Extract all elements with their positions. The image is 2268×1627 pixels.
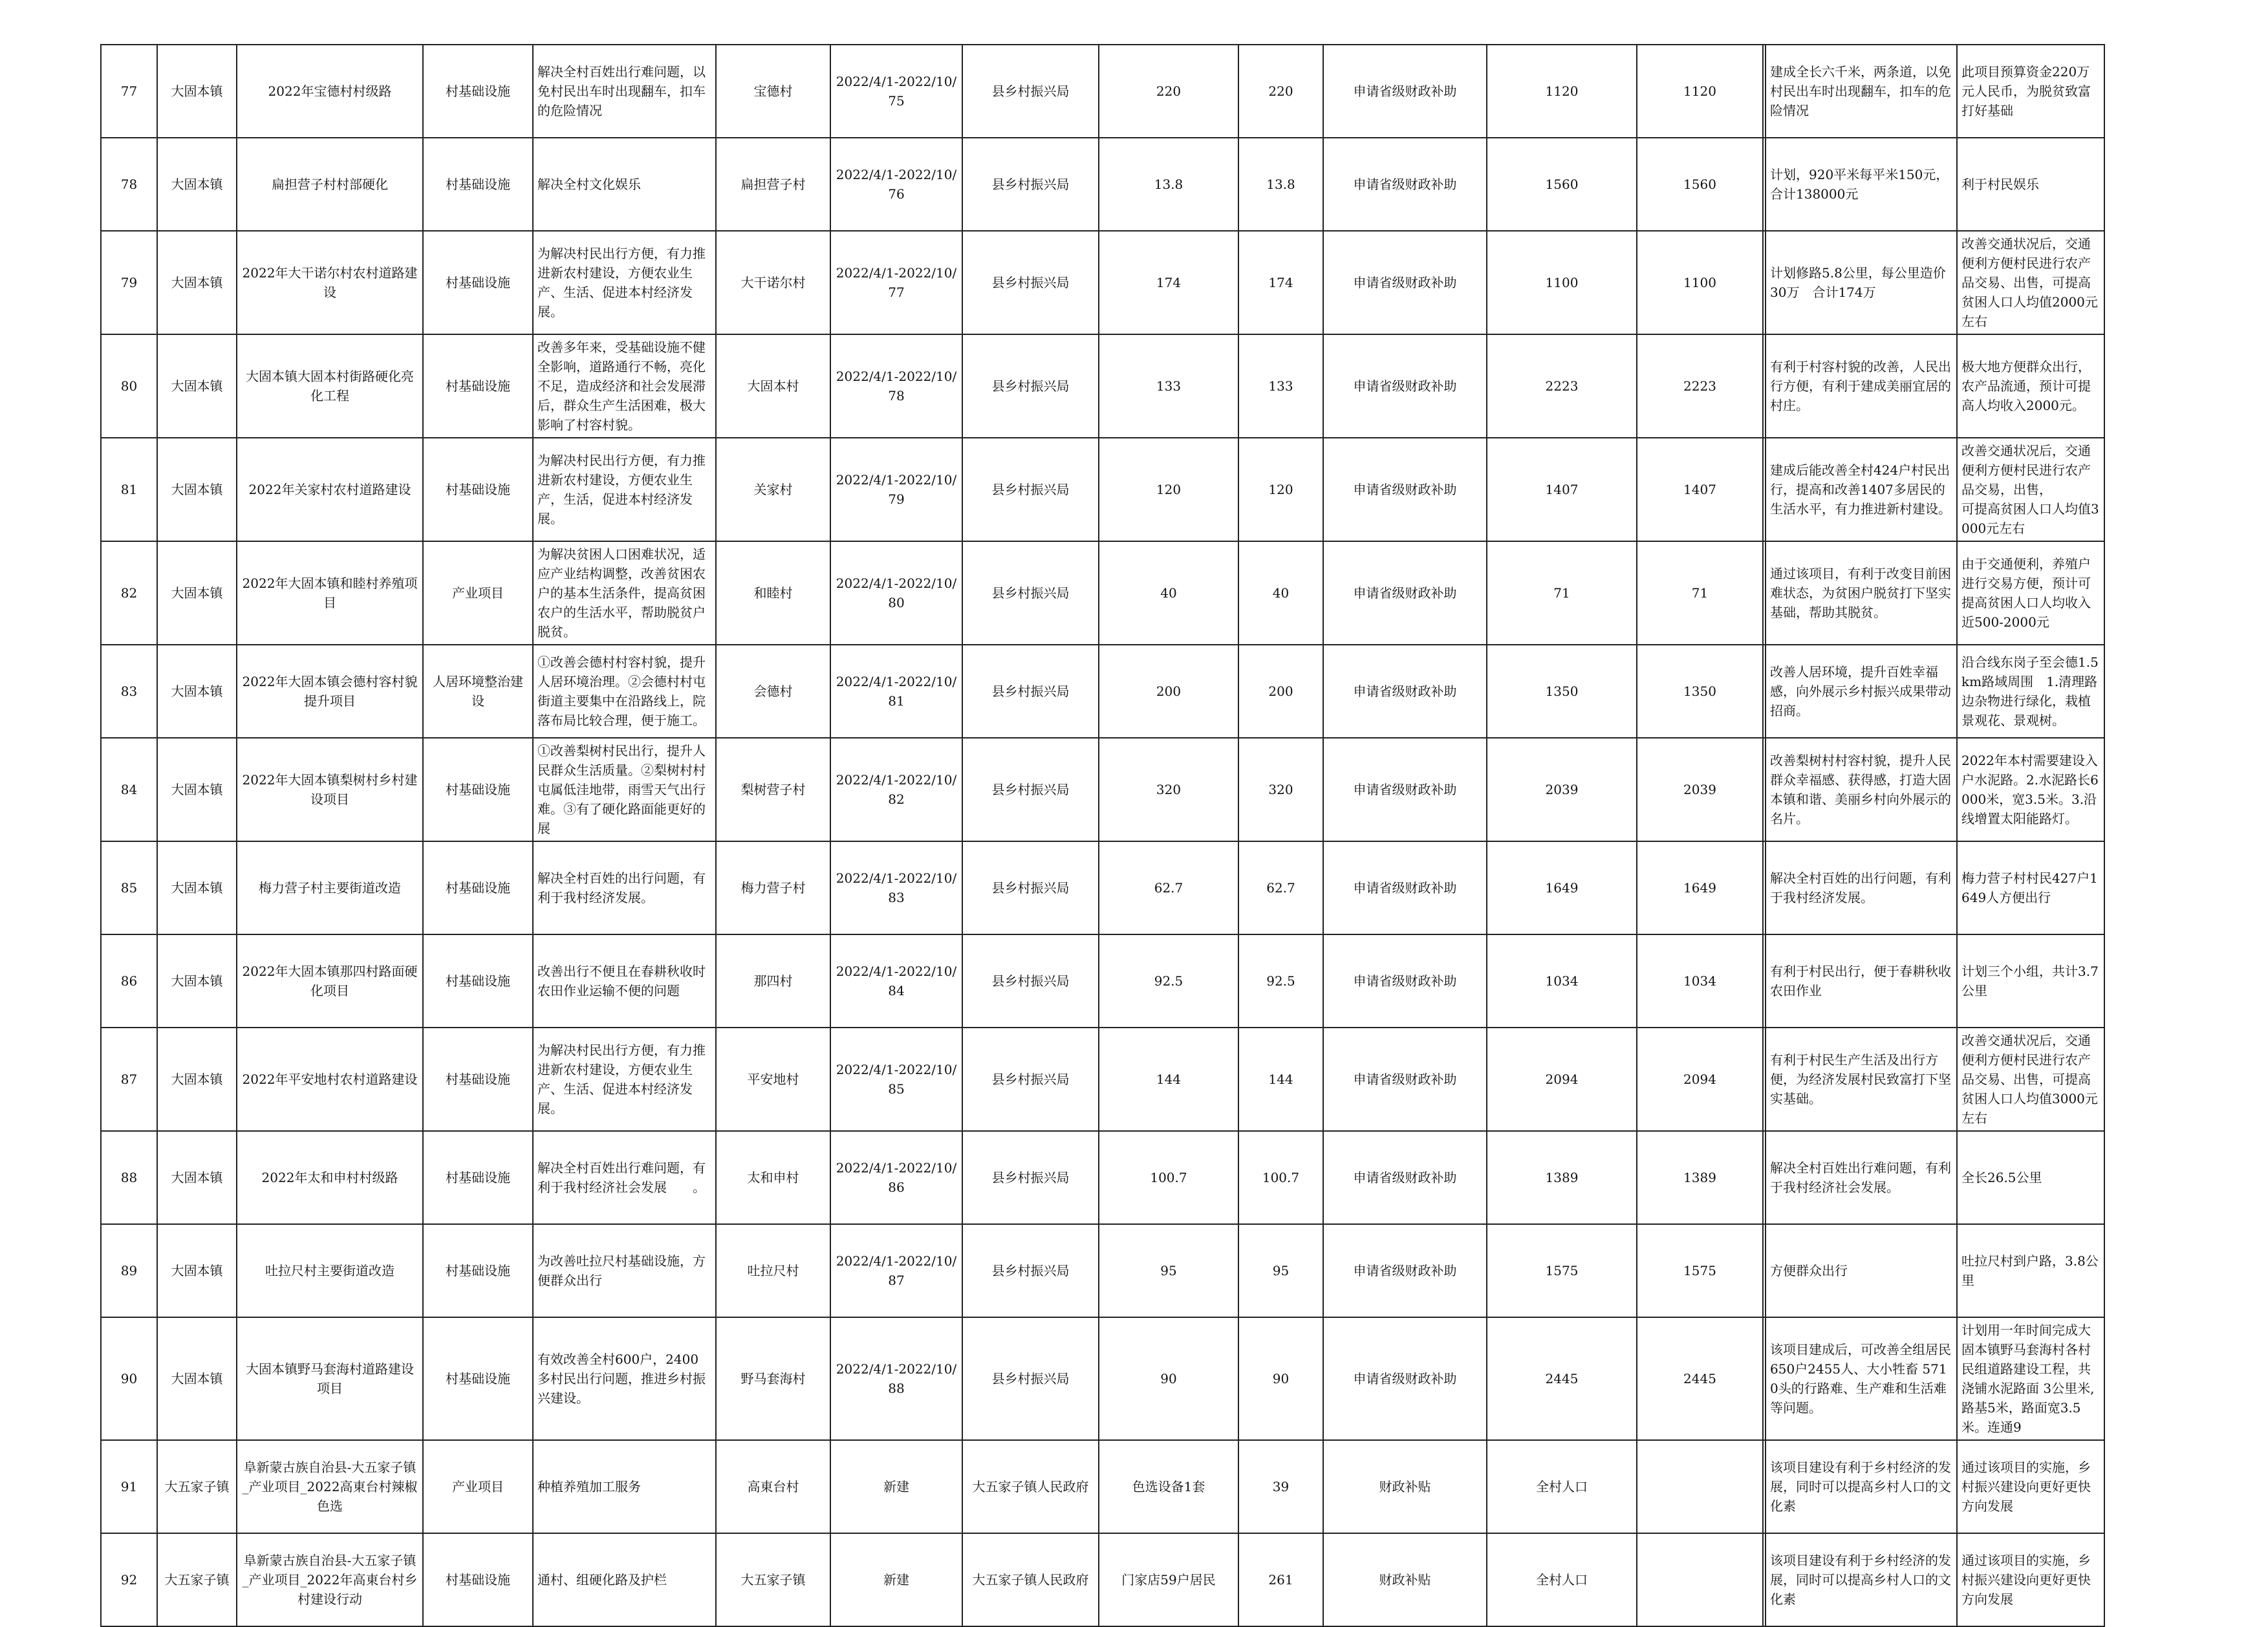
period-cell: 2022/4/1-2022/10/84 <box>830 934 962 1028</box>
investment-cell: 144 <box>1238 1028 1323 1131</box>
effect-cell: 改善梨树村村容村貌，提升人民群众幸福感、获得感，打造大固本镇和谐、美丽乡村向外展示的名片。 <box>1766 738 1957 841</box>
beneficiaries-poor-cell: 1407 <box>1637 438 1763 541</box>
project-goal-cell: 种植养殖加工服务 <box>533 1440 716 1533</box>
table-row <box>101 1224 2104 1317</box>
town-cell: 大固本镇 <box>157 1131 237 1224</box>
site-cell: 大干诺尔村 <box>716 231 830 334</box>
period-cell: 新建 <box>830 1440 962 1533</box>
remark-cell: 计划用一年时间完成大固本镇野马套海村各村民组道路建设工程，共浇铺水泥路面 3公里米,路基5米，路面宽3.5米。连通9 <box>1957 1317 2104 1440</box>
period-cell: 2022/4/1-2022/10/76 <box>830 138 962 231</box>
fund-source-cell: 申请省级财政补助 <box>1323 738 1487 841</box>
beneficiaries-poor-cell: 1575 <box>1637 1224 1763 1317</box>
table-row <box>101 841 2104 934</box>
scale-cell: 320 <box>1099 738 1238 841</box>
department-cell: 大五家子镇人民政府 <box>962 1533 1099 1626</box>
table-row <box>101 541 2104 645</box>
table-body <box>101 45 2104 1626</box>
effect-cell: 解决全村百姓出行难问题，有利于我村经济社会发展。 <box>1766 1131 1957 1224</box>
site-cell: 梨树营子村 <box>716 738 830 841</box>
site-cell: 大五家子镇 <box>716 1533 830 1626</box>
site-cell: 高東台村 <box>716 1440 830 1533</box>
beneficiaries-poor-cell: 2223 <box>1637 334 1763 438</box>
beneficiaries-poor-cell: 2039 <box>1637 738 1763 841</box>
fund-source-cell: 申请省级财政补助 <box>1323 231 1487 334</box>
fund-source-cell: 申请省级财政补助 <box>1323 1131 1487 1224</box>
project-goal-cell: 有效改善全村600户，2400多村民出行问题，推进乡村振兴建设。 <box>533 1317 716 1440</box>
project-type-cell: 村基础设施 <box>423 1028 533 1131</box>
table-row <box>101 138 2104 231</box>
site-cell: 太和申村 <box>716 1131 830 1224</box>
period-cell: 2022/4/1-2022/10/86 <box>830 1131 962 1224</box>
period-cell: 新建 <box>830 1533 962 1626</box>
scale-cell: 95 <box>1099 1224 1238 1317</box>
table-row <box>101 438 2104 541</box>
project-goal-cell: 为改善吐拉尺村基础设施，方便群众出行 <box>533 1224 716 1317</box>
scale-cell: 62.7 <box>1099 841 1238 934</box>
site-cell: 关家村 <box>716 438 830 541</box>
town-cell: 大固本镇 <box>157 738 237 841</box>
period-cell: 2022/4/1-2022/10/82 <box>830 738 962 841</box>
project-table <box>100 44 2105 1627</box>
row-number-cell: 92 <box>101 1533 157 1626</box>
site-cell: 会德村 <box>716 645 830 738</box>
table-row <box>101 738 2104 841</box>
fund-source-cell: 财政补贴 <box>1323 1440 1487 1533</box>
project-goal-cell: ①改善会德村村容村貌，提升人居环境治理。②会德村村屯街道主要集中在沿路线上，院落布局比较合理，便于施工。 <box>533 645 716 738</box>
town-cell: 大固本镇 <box>157 541 237 645</box>
beneficiaries-cell: 全村人口 <box>1487 1440 1637 1533</box>
remark-cell: 极大地方便群众出行，农产品流通，预计可提高人均收入2000元。 <box>1957 334 2104 438</box>
project-name-cell: 2022年宝德村村级路 <box>237 45 423 138</box>
town-cell: 大五家子镇 <box>157 1440 237 1533</box>
row-number-cell: 80 <box>101 334 157 438</box>
investment-cell: 174 <box>1238 231 1323 334</box>
investment-cell: 261 <box>1238 1533 1323 1626</box>
period-cell: 2022/4/1-2022/10/78 <box>830 334 962 438</box>
beneficiaries-poor-cell <box>1637 1533 1763 1626</box>
fund-source-cell: 申请省级财政补助 <box>1323 934 1487 1028</box>
row-number-cell: 90 <box>101 1317 157 1440</box>
project-name-cell: 大固本镇大固本村街路硬化亮化工程 <box>237 334 423 438</box>
remark-cell: 沿合线东岗子至会德1.5km路域周围 1.清理路边杂物进行绿化，栽植景观花、景观树。 <box>1957 645 2104 738</box>
project-goal-cell: 通村、组硬化路及护栏 <box>533 1533 716 1626</box>
beneficiaries-poor-cell: 1389 <box>1637 1131 1763 1224</box>
period-cell: 2022/4/1-2022/10/80 <box>830 541 962 645</box>
department-cell: 县乡村振兴局 <box>962 541 1099 645</box>
beneficiaries-cell: 1575 <box>1487 1224 1637 1317</box>
project-goal-cell: 为解决贫困人口困难状况，适应产业结构调整，改善贫困农户的基本生活条件，提高贫困农户的生活水平，帮助脱贫户脱贫。 <box>533 541 716 645</box>
beneficiaries-cell: 2223 <box>1487 334 1637 438</box>
project-name-cell: 2022年大固本镇梨树村乡村建设项目 <box>237 738 423 841</box>
investment-cell: 220 <box>1238 45 1323 138</box>
beneficiaries-poor-cell: 1034 <box>1637 934 1763 1028</box>
row-number-cell: 91 <box>101 1440 157 1533</box>
period-cell: 2022/4/1-2022/10/81 <box>830 645 962 738</box>
site-cell: 宝德村 <box>716 45 830 138</box>
project-name-cell: 2022年大干诺尔村农村道路建设 <box>237 231 423 334</box>
project-goal-cell: 改善多年来，受基础设施不健全影响，道路通行不畅，亮化不足，造成经济和社会发展滞后，群众生产生活困难，极大影响了村容村貌。 <box>533 334 716 438</box>
scale-cell: 100.7 <box>1099 1131 1238 1224</box>
beneficiaries-cell: 1350 <box>1487 645 1637 738</box>
site-cell: 那四村 <box>716 934 830 1028</box>
period-cell: 2022/4/1-2022/10/85 <box>830 1028 962 1131</box>
town-cell: 大固本镇 <box>157 841 237 934</box>
project-name-cell: 2022年大固本镇那四村路面硬化项目 <box>237 934 423 1028</box>
beneficiaries-poor-cell: 1350 <box>1637 645 1763 738</box>
department-cell: 县乡村振兴局 <box>962 645 1099 738</box>
beneficiaries-cell: 1100 <box>1487 231 1637 334</box>
period-cell: 2022/4/1-2022/10/75 <box>830 45 962 138</box>
fund-source-cell: 申请省级财政补助 <box>1323 45 1487 138</box>
beneficiaries-cell: 1560 <box>1487 138 1637 231</box>
project-type-cell: 产业项目 <box>423 541 533 645</box>
site-cell: 梅力营子村 <box>716 841 830 934</box>
remark-cell: 利于村民娱乐 <box>1957 138 2104 231</box>
effect-cell: 方便群众出行 <box>1766 1224 1957 1317</box>
beneficiaries-cell: 全村人口 <box>1487 1533 1637 1626</box>
remark-cell: 2022年本村需要建设入户水泥路。2.水泥路长6000米，宽3.5米。3.沿线增置太阳能路灯。 <box>1957 738 2104 841</box>
effect-cell: 有利于村民出行，便于春耕秋收农田作业 <box>1766 934 1957 1028</box>
department-cell: 大五家子镇人民政府 <box>962 1440 1099 1533</box>
period-cell: 2022/4/1-2022/10/77 <box>830 231 962 334</box>
investment-cell: 40 <box>1238 541 1323 645</box>
remark-cell: 通过该项目的实施，乡村振兴建设向更好更快方向发展 <box>1957 1533 2104 1626</box>
investment-cell: 120 <box>1238 438 1323 541</box>
beneficiaries-cell: 1120 <box>1487 45 1637 138</box>
site-cell: 大固本村 <box>716 334 830 438</box>
site-cell: 吐拉尺村 <box>716 1224 830 1317</box>
investment-cell: 92.5 <box>1238 934 1323 1028</box>
town-cell: 大固本镇 <box>157 334 237 438</box>
department-cell: 县乡村振兴局 <box>962 841 1099 934</box>
effect-cell: 解决全村百姓的出行问题，有利于我村经济发展。 <box>1766 841 1957 934</box>
beneficiaries-cell: 2094 <box>1487 1028 1637 1131</box>
department-cell: 县乡村振兴局 <box>962 1131 1099 1224</box>
beneficiaries-poor-cell: 1560 <box>1637 138 1763 231</box>
scale-cell: 133 <box>1099 334 1238 438</box>
department-cell: 县乡村振兴局 <box>962 1028 1099 1131</box>
project-type-cell: 村基础设施 <box>423 1533 533 1626</box>
fund-source-cell: 申请省级财政补助 <box>1323 1028 1487 1131</box>
project-type-cell: 村基础设施 <box>423 231 533 334</box>
project-goal-cell: 为解决村民出行方便，有力推进新农村建设，方便农业生产、生活、促进本村经济发展。 <box>533 231 716 334</box>
site-cell: 扁担营子村 <box>716 138 830 231</box>
table-row <box>101 231 2104 334</box>
project-type-cell: 村基础设施 <box>423 934 533 1028</box>
fund-source-cell: 申请省级财政补助 <box>1323 1317 1487 1440</box>
investment-cell: 133 <box>1238 334 1323 438</box>
row-number-cell: 86 <box>101 934 157 1028</box>
beneficiaries-cell: 1034 <box>1487 934 1637 1028</box>
site-cell: 野马套海村 <box>716 1317 830 1440</box>
beneficiaries-poor-cell: 1100 <box>1637 231 1763 334</box>
project-goal-cell: 解决全村百姓出行难问题，有 利于我村经济社会发展 。 <box>533 1131 716 1224</box>
project-type-cell: 村基础设施 <box>423 1224 533 1317</box>
department-cell: 县乡村振兴局 <box>962 1224 1099 1317</box>
project-name-cell: 2022年太和申村村级路 <box>237 1131 423 1224</box>
project-type-cell: 村基础设施 <box>423 45 533 138</box>
effect-cell: 通过该项目，有利于改变目前困难状态，为贫困户脱贫打下坚实基础，帮助其脱贫。 <box>1766 541 1957 645</box>
row-number-cell: 79 <box>101 231 157 334</box>
department-cell: 县乡村振兴局 <box>962 934 1099 1028</box>
site-cell: 平安地村 <box>716 1028 830 1131</box>
effect-cell: 建成全长六千米，两条道，以免村民出车时出现翻车，扣车的危险情况 <box>1766 45 1957 138</box>
project-goal-cell: ①改善梨树村民出行，提升人民群众生活质量。②梨树村村屯属低洼地带，雨雪天气出行难。③有了硬化路面能更好的展 <box>533 738 716 841</box>
scale-cell: 13.8 <box>1099 138 1238 231</box>
remark-cell: 改善交通状况后，交通便利方便村民进行农产品交易，出售， 可提高贫困人口人均值3000元左右 <box>1957 438 2104 541</box>
project-type-cell: 村基础设施 <box>423 438 533 541</box>
row-number-cell: 87 <box>101 1028 157 1131</box>
row-number-cell: 88 <box>101 1131 157 1224</box>
row-number-cell: 82 <box>101 541 157 645</box>
project-name-cell: 2022年大固本镇会德村容村貌提升项目 <box>237 645 423 738</box>
project-type-cell: 产业项目 <box>423 1440 533 1533</box>
investment-cell: 95 <box>1238 1224 1323 1317</box>
scale-cell: 色选设备1套 <box>1099 1440 1238 1533</box>
town-cell: 大固本镇 <box>157 45 237 138</box>
remark-cell: 全长26.5公里 <box>1957 1131 2104 1224</box>
effect-cell: 建成后能改善全村424户村民出行，提高和改善1407多居民的生活水平，有力推进新村建设。 <box>1766 438 1957 541</box>
remark-cell: 改善交通状况后，交通便利方便村民进行农产品交易、出售，可提高贫困人口人均值2000元左右 <box>1957 231 2104 334</box>
beneficiaries-cell: 1649 <box>1487 841 1637 934</box>
project-goal-cell: 改善出行不便且在春耕秋收时农田作业运输不便的问题 <box>533 934 716 1028</box>
table-row <box>101 1131 2104 1224</box>
town-cell: 大固本镇 <box>157 438 237 541</box>
project-type-cell: 村基础设施 <box>423 841 533 934</box>
project-goal-cell: 为解决村民出行方便，有力推进新农村建设，方便农业生产，生活，促进本村经济发展。 <box>533 438 716 541</box>
table-row <box>101 1317 2104 1440</box>
beneficiaries-poor-cell <box>1637 1440 1763 1533</box>
town-cell: 大固本镇 <box>157 231 237 334</box>
investment-cell: 13.8 <box>1238 138 1323 231</box>
town-cell: 大固本镇 <box>157 934 237 1028</box>
remark-cell: 此项目预算资金220万元人民币，为脱贫致富打好基础 <box>1957 45 2104 138</box>
period-cell: 2022/4/1-2022/10/83 <box>830 841 962 934</box>
investment-cell: 39 <box>1238 1440 1323 1533</box>
fund-source-cell: 申请省级财政补助 <box>1323 541 1487 645</box>
fund-source-cell: 财政补贴 <box>1323 1533 1487 1626</box>
project-name-cell: 扁担营子村村部硬化 <box>237 138 423 231</box>
beneficiaries-cell: 1389 <box>1487 1131 1637 1224</box>
effect-cell: 有利于村民生产生活及出行方便，为经济发展村民致富打下坚实基础。 <box>1766 1028 1957 1131</box>
row-number-cell: 84 <box>101 738 157 841</box>
investment-cell: 62.7 <box>1238 841 1323 934</box>
table-row <box>101 1440 2104 1533</box>
site-cell: 和睦村 <box>716 541 830 645</box>
beneficiaries-cell: 1407 <box>1487 438 1637 541</box>
fund-source-cell: 申请省级财政补助 <box>1323 1224 1487 1317</box>
department-cell: 县乡村振兴局 <box>962 138 1099 231</box>
project-goal-cell: 解决全村百姓的出行问题，有利于我村经济发展。 <box>533 841 716 934</box>
row-number-cell: 77 <box>101 45 157 138</box>
fund-source-cell: 申请省级财政补助 <box>1323 645 1487 738</box>
effect-cell: 改善人居环境，提升百姓幸福感，向外展示乡村振兴成果带动招商。 <box>1766 645 1957 738</box>
remark-cell: 通过该项目的实施，乡村振兴建设向更好更快方向发展 <box>1957 1440 2104 1533</box>
project-name-cell: 2022年平安地村农村道路建设 <box>237 1028 423 1131</box>
effect-cell: 该项目建设有利于乡村经济的发展，同时可以提高乡村人口的文化素 <box>1766 1440 1957 1533</box>
effect-cell: 有利于村容村貌的改善，人民出行方便，有利于建成美丽宜居的村庄。 <box>1766 334 1957 438</box>
investment-cell: 320 <box>1238 738 1323 841</box>
investment-cell: 100.7 <box>1238 1131 1323 1224</box>
effect-cell: 该项目建成后，可改善全组居民650户2455人、大小牲畜 571 0头的行路难、生产难和生活难等问题。 <box>1766 1317 1957 1440</box>
fund-source-cell: 申请省级财政补助 <box>1323 438 1487 541</box>
scale-cell: 144 <box>1099 1028 1238 1131</box>
fund-source-cell: 申请省级财政补助 <box>1323 334 1487 438</box>
period-cell: 2022/4/1-2022/10/79 <box>830 438 962 541</box>
town-cell: 大固本镇 <box>157 1028 237 1131</box>
project-type-cell: 村基础设施 <box>423 334 533 438</box>
project-type-cell: 村基础设施 <box>423 1317 533 1440</box>
town-cell: 大固本镇 <box>157 138 237 231</box>
project-name-cell: 吐拉尺村主要街道改造 <box>237 1224 423 1317</box>
fund-source-cell: 申请省级财政补助 <box>1323 138 1487 231</box>
project-name-cell: 2022年关家村农村道路建设 <box>237 438 423 541</box>
row-number-cell: 89 <box>101 1224 157 1317</box>
beneficiaries-cell: 2445 <box>1487 1317 1637 1440</box>
department-cell: 县乡村振兴局 <box>962 738 1099 841</box>
scale-cell: 40 <box>1099 541 1238 645</box>
investment-cell: 90 <box>1238 1317 1323 1440</box>
fund-source-cell: 申请省级财政补助 <box>1323 841 1487 934</box>
remark-cell: 改善交通状况后，交通便利方便村民进行农产品交易、出售，可提高贫困人口人均值3000元左右 <box>1957 1028 2104 1131</box>
project-type-cell: 人居环境整治建设 <box>423 645 533 738</box>
project-goal-cell: 解决全村文化娱乐 <box>533 138 716 231</box>
project-goal-cell: 解决全村百姓出行难问题，以免村民出车时出现翻车，扣车的危险情况 <box>533 45 716 138</box>
project-type-cell: 村基础设施 <box>423 1131 533 1224</box>
remark-cell: 梅力营子村村民427户1649人方便出行 <box>1957 841 2104 934</box>
table-row <box>101 1533 2104 1626</box>
effect-cell: 该项目建设有利于乡村经济的发展，同时可以提高乡村人口的文化素 <box>1766 1533 1957 1626</box>
project-type-cell: 村基础设施 <box>423 738 533 841</box>
scale-cell: 门家店59户居民 <box>1099 1533 1238 1626</box>
project-name-cell: 阜新蒙古族自治县-大五家子镇_产业项目_2022高東台村辣椒色选 <box>237 1440 423 1533</box>
beneficiaries-poor-cell: 71 <box>1637 541 1763 645</box>
investment-cell: 200 <box>1238 645 1323 738</box>
town-cell: 大固本镇 <box>157 1224 237 1317</box>
period-cell: 2022/4/1-2022/10/88 <box>830 1317 962 1440</box>
beneficiaries-poor-cell: 1120 <box>1637 45 1763 138</box>
beneficiaries-poor-cell: 2445 <box>1637 1317 1763 1440</box>
project-goal-cell: 为解决村民出行方便，有力推进新农村建设，方便农业生产、生活、促进本村经济发展。 <box>533 1028 716 1131</box>
table-row <box>101 334 2104 438</box>
remark-cell: 由于交通便利，养殖户进行交易方便，预计可提高贫困人口人均收入近500-2000元 <box>1957 541 2104 645</box>
town-cell: 大固本镇 <box>157 645 237 738</box>
effect-cell: 计划，920平米每平米150元，合计138000元 <box>1766 138 1957 231</box>
department-cell: 县乡村振兴局 <box>962 438 1099 541</box>
remark-cell: 吐拉尺村到户路，3.8公里 <box>1957 1224 2104 1317</box>
beneficiaries-poor-cell: 1649 <box>1637 841 1763 934</box>
department-cell: 县乡村振兴局 <box>962 1317 1099 1440</box>
project-name-cell: 大固本镇野马套海村道路建设项目 <box>237 1317 423 1440</box>
scale-cell: 120 <box>1099 438 1238 541</box>
scale-cell: 220 <box>1099 45 1238 138</box>
scale-cell: 90 <box>1099 1317 1238 1440</box>
beneficiaries-cell: 2039 <box>1487 738 1637 841</box>
town-cell: 大五家子镇 <box>157 1533 237 1626</box>
project-type-cell: 村基础设施 <box>423 138 533 231</box>
scale-cell: 174 <box>1099 231 1238 334</box>
town-cell: 大固本镇 <box>157 1317 237 1440</box>
project-name-cell: 梅力营子村主要街道改造 <box>237 841 423 934</box>
row-number-cell: 78 <box>101 138 157 231</box>
table-row <box>101 45 2104 138</box>
department-cell: 县乡村振兴局 <box>962 45 1099 138</box>
scale-cell: 200 <box>1099 645 1238 738</box>
project-name-cell: 阜新蒙古族自治县-大五家子镇_产业项目_2022年高東台村乡村建设行动 <box>237 1533 423 1626</box>
department-cell: 县乡村振兴局 <box>962 334 1099 438</box>
remark-cell: 计划三个小组，共计3.7公里 <box>1957 934 2104 1028</box>
row-number-cell: 85 <box>101 841 157 934</box>
beneficiaries-poor-cell: 2094 <box>1637 1028 1763 1131</box>
row-number-cell: 83 <box>101 645 157 738</box>
effect-cell: 计划修路5.8公里，每公里造价30万 合计174万 <box>1766 231 1957 334</box>
period-cell: 2022/4/1-2022/10/87 <box>830 1224 962 1317</box>
department-cell: 县乡村振兴局 <box>962 231 1099 334</box>
table-row <box>101 1028 2104 1131</box>
row-number-cell: 81 <box>101 438 157 541</box>
beneficiaries-cell: 71 <box>1487 541 1637 645</box>
project-name-cell: 2022年大固本镇和睦村养殖项目 <box>237 541 423 645</box>
table-row <box>101 934 2104 1028</box>
table-row <box>101 645 2104 738</box>
scale-cell: 92.5 <box>1099 934 1238 1028</box>
